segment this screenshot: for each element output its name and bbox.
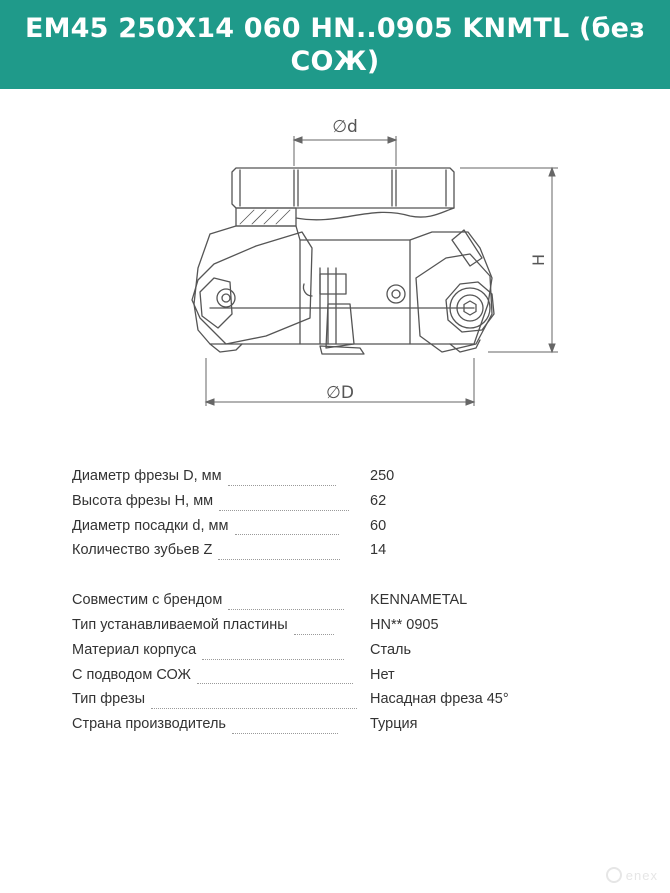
- spec-label: С подводом СОЖ: [72, 666, 191, 683]
- spec-row: [72, 518, 532, 543]
- dot-leader: [228, 609, 344, 610]
- height-H-label: H: [529, 253, 548, 267]
- spec-label: Материал корпуса: [72, 641, 197, 658]
- dot-leader: [151, 708, 357, 709]
- page-header: [0, 0, 670, 89]
- spec-row: [72, 667, 532, 692]
- spec-value: 62: [370, 492, 387, 509]
- hub-outline: [232, 168, 454, 208]
- spec-label: Количество зубьев Z: [72, 542, 213, 559]
- diameter-D-label: ∅D: [326, 383, 354, 403]
- spec-value: 60: [370, 517, 387, 534]
- spec-value: KENNAMETAL: [370, 592, 468, 609]
- dot-leader: [197, 683, 353, 684]
- technical-drawing: [170, 108, 570, 418]
- page-title: EM45 250X14 060 HN..0905 KNMTL (без СОЖ): [24, 12, 646, 77]
- spec-row: [72, 642, 532, 667]
- spec-row: [72, 493, 532, 518]
- spec-value: 250: [370, 468, 395, 484]
- specs-table: [72, 468, 532, 741]
- enex-logo: [606, 867, 658, 883]
- diameter-d-label: ∅d: [332, 117, 358, 137]
- specs-secondary: [72, 592, 532, 741]
- spec-label: Диаметр фрезы D, мм: [72, 468, 222, 484]
- spec-value: HN** 0905: [370, 616, 439, 633]
- spec-label: Высота фрезы H, мм: [72, 492, 214, 509]
- dot-leader: [235, 534, 339, 535]
- dot-leader: [219, 510, 349, 511]
- spec-row: [72, 617, 532, 642]
- left-insert: [192, 232, 312, 344]
- spec-row: [72, 691, 532, 716]
- spec-value: Сталь: [370, 641, 412, 658]
- spec-label: Совместим с брендом: [72, 592, 223, 609]
- spec-label: Тип фрезы: [72, 691, 146, 708]
- dot-leader: [232, 733, 338, 734]
- spec-row: [72, 716, 532, 741]
- dot-leader: [202, 659, 344, 660]
- spec-row: [72, 468, 532, 493]
- right-insert: [416, 254, 492, 352]
- specs-primary: [72, 468, 532, 567]
- body-outline: [194, 226, 492, 344]
- spec-value: Насадная фреза 45°: [370, 691, 509, 708]
- dot-leader: [294, 634, 334, 635]
- spec-label: Диаметр посадки d, мм: [72, 517, 229, 534]
- enex-logo-icon: [606, 867, 622, 883]
- spec-value: Нет: [370, 666, 395, 683]
- spec-value: 14: [370, 542, 387, 559]
- spec-value: Турция: [370, 716, 418, 733]
- dot-leader: [228, 485, 336, 486]
- logo-text: enex: [625, 867, 658, 883]
- spec-row: [72, 592, 532, 617]
- spec-label: Страна производитель: [72, 716, 226, 733]
- spec-row: [72, 542, 532, 567]
- spec-label: Тип устанавливаемой пластины: [72, 616, 288, 633]
- dot-leader: [218, 559, 340, 560]
